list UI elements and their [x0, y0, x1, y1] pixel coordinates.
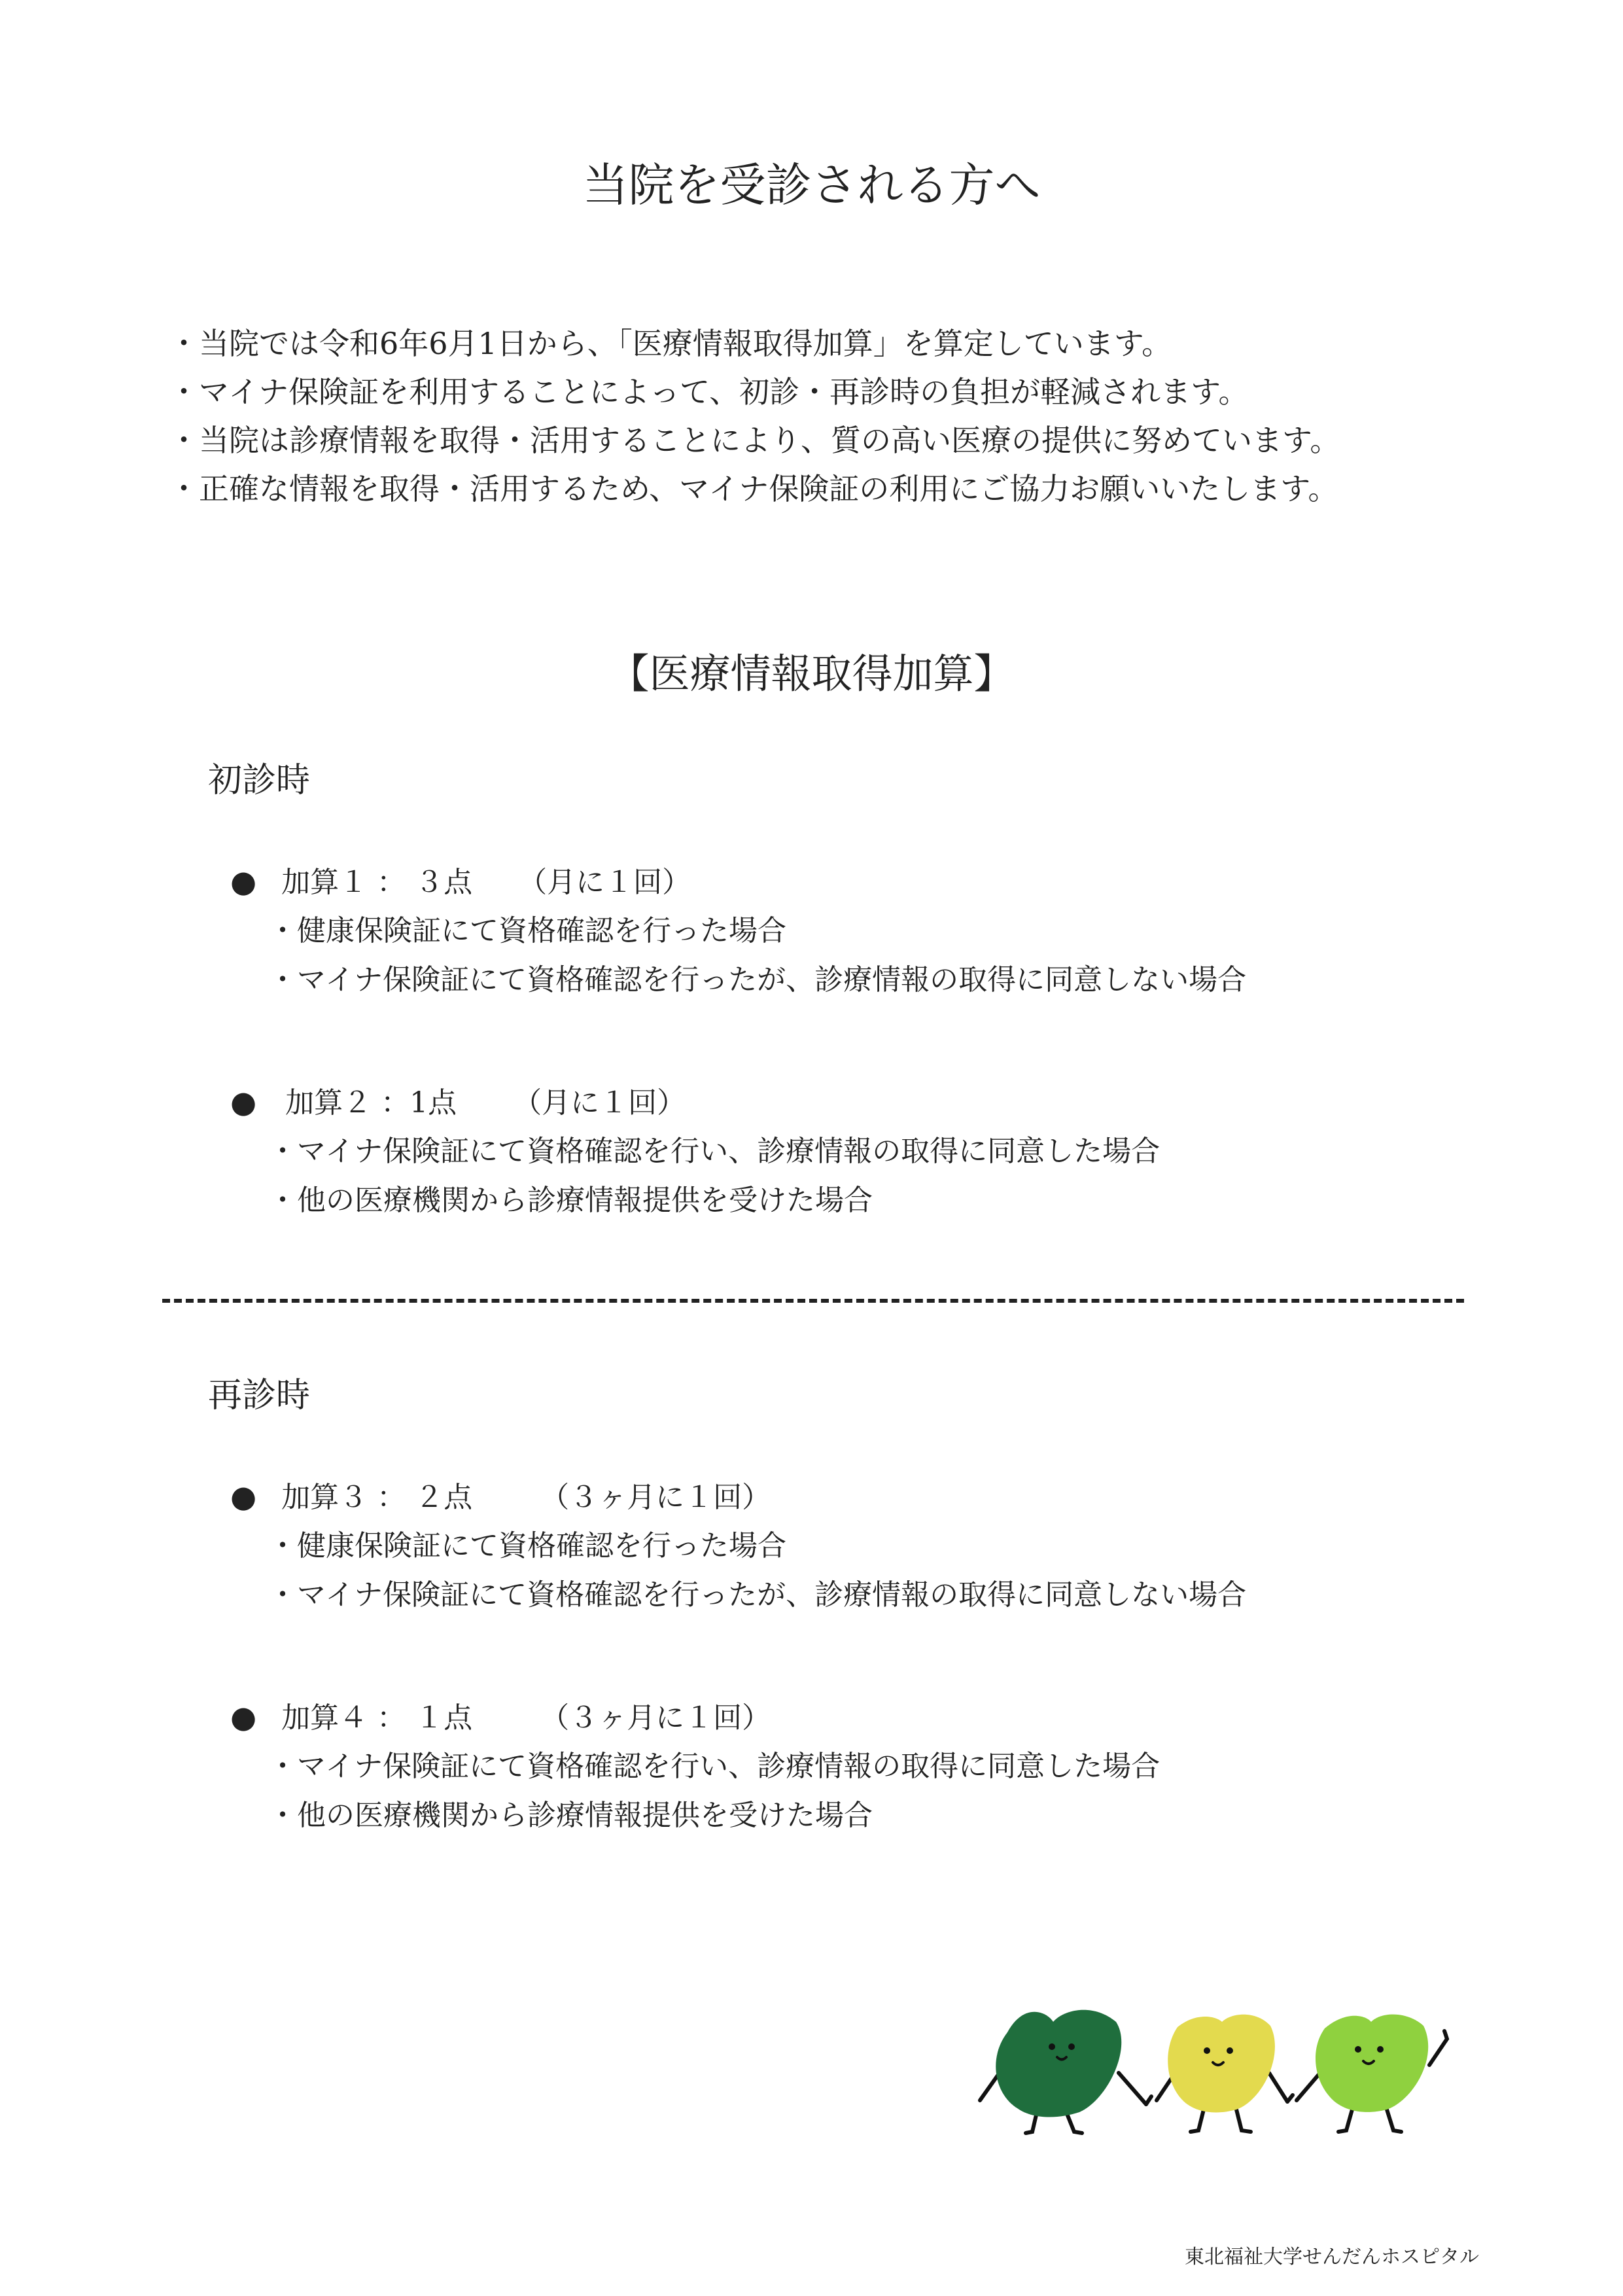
addition-frequency: （月に１回） [513, 1086, 686, 1120]
addition-2-condition-2: ・他の医療機関から診療情報提供を受けた場合 [268, 1184, 873, 1217]
addition-frequency: （３ヶ月に１回） [540, 1701, 771, 1735]
bullet-icon: ● [230, 864, 257, 899]
addition-3-item [230, 1477, 771, 1517]
addition-1-condition-2: ・マイナ保険証にて資格確認を行ったが、診療情報の取得に同意しない場合 [268, 963, 1247, 997]
addition-label: 加算３ ： ２点 [281, 1481, 473, 1514]
bullet-icon: ● [230, 1084, 257, 1120]
dashed-divider [162, 1299, 1464, 1303]
intro-line-4: ・正確な情報を取得・活用するため、マイナ保険証の利用にご協力お願いいたします。 [169, 471, 1338, 506]
addition-2-condition-1: ・マイナ保険証にて資格確認を行い、診療情報の取得に同意した場合 [268, 1135, 1161, 1168]
addition-4-item [230, 1698, 771, 1737]
intro-line-2: ・マイナ保険証を利用することによって、初診・再診時の負担が軽減されます。 [169, 374, 1249, 410]
section-title: 【医療情報取得加算】 [608, 650, 1015, 698]
addition-2-item [230, 1083, 686, 1122]
addition-label: 加算１ ： ３点 [281, 866, 473, 899]
addition-3-condition-1: ・健康保険証にて資格確認を行った場合 [268, 1529, 786, 1563]
intro-line-1: ・当院では令和6年6月1日から、「医療情報取得加算」を算定しています。 [169, 326, 1172, 361]
first-visit-heading: 初診時 [208, 761, 311, 800]
addition-label: 加算２ ：1点 [285, 1086, 457, 1120]
addition-3-condition-2: ・マイナ保険証にて資格確認を行ったが、診療情報の取得に同意しない場合 [268, 1578, 1247, 1612]
addition-4-condition-1: ・マイナ保険証にて資格確認を行い、診療情報の取得に同意した場合 [268, 1750, 1161, 1783]
page-title: 当院を受診される方へ [582, 158, 1041, 212]
addition-1-condition-1: ・健康保険証にて資格確認を行った場合 [268, 914, 786, 947]
return-visit-heading: 再診時 [208, 1376, 311, 1415]
bullet-icon: ● [230, 1699, 257, 1735]
mascot-illustration [962, 2002, 1459, 2140]
hospital-name: 東北福祉大学せんだんホスピタル [1185, 2246, 1479, 2269]
addition-frequency: （月に１回） [518, 866, 691, 899]
bullet-icon: ● [230, 1479, 257, 1514]
green-mascot [996, 2010, 1121, 2117]
intro-line-3: ・当院は診療情報を取得・活用することにより、質の高い医療の提供に努めています。 [169, 423, 1340, 458]
addition-label: 加算４ ： １点 [281, 1701, 473, 1735]
addition-1-item [230, 862, 691, 902]
addition-frequency: （３ヶ月に１回） [540, 1481, 771, 1514]
addition-4-condition-2: ・他の医療機関から診療情報提供を受けた場合 [268, 1799, 873, 1832]
